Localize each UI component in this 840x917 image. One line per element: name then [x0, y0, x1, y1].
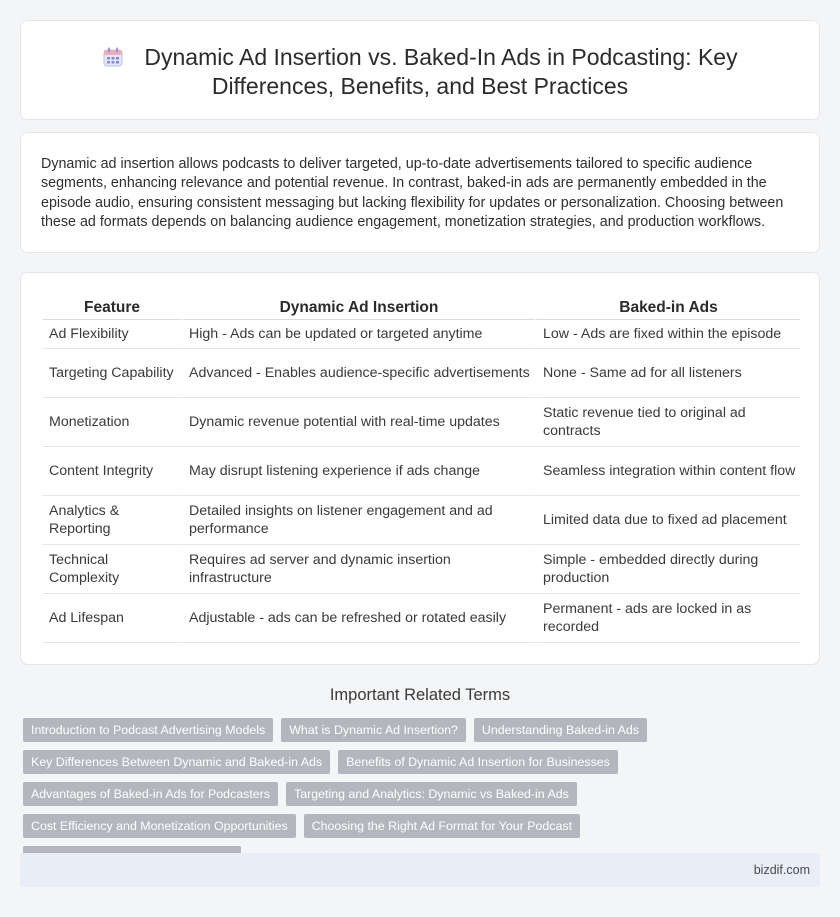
dynamic-cell: Advanced - Enables audience-specific advertisements — [181, 349, 535, 398]
related-terms-heading: Important Related Terms — [329, 686, 511, 704]
title-card — [20, 20, 820, 120]
related-terms-list — [23, 718, 803, 870]
header-dynamic-ad-insertion: Dynamic Ad Insertion — [181, 295, 535, 320]
related-term-chip[interactable]: What is Dynamic Ad Insertion? — [281, 718, 466, 742]
baked-in-cell: Limited data due to fixed ad placement — [535, 496, 800, 545]
intro-paragraph: Dynamic ad insertion allows podcasts to deliver targeted, up-to-date advertisements tailored to specific audience segments, enhancing relevance and potential revenue. In contrast, baked-in ads are permanently embedded in the episode audio, ensuring consistent messaging but lacking flexibility for updates or personalization. Choosing between these ad formats depends on balancing audience engagement, monetization strategies, and production workflows. — [41, 156, 784, 230]
related-term-chip[interactable]: Advantages of Baked-in Ads for Podcasters — [23, 782, 278, 806]
table-row — [43, 594, 800, 643]
related-term-chip[interactable]: Key Differences Between Dynamic and Baked-in Ads — [23, 750, 330, 774]
related-term-chip[interactable]: Understanding Baked-in Ads — [474, 718, 647, 742]
feature-cell: Analytics & Reporting — [43, 496, 181, 545]
footer-bar — [20, 853, 820, 887]
header-baked-in-ads: Baked-in Ads — [535, 295, 800, 320]
related-term-chip[interactable]: Choosing the Right Ad Format for Your Podcast — [304, 814, 580, 838]
comparison-card — [20, 272, 820, 665]
dynamic-cell: Adjustable - ads can be refreshed or rotated easily — [181, 594, 535, 643]
table-row — [43, 320, 800, 349]
feature-cell: Content Integrity — [43, 447, 181, 496]
dynamic-cell: May disrupt listening experience if ads change — [181, 447, 535, 496]
page-title-line-2: Differences, Benefits, and Best Practices — [211, 73, 629, 99]
table-row — [43, 496, 800, 545]
baked-in-cell: Seamless integration within content flow — [535, 447, 800, 496]
baked-in-cell: Permanent - ads are locked in as recorded — [535, 594, 800, 643]
table-row — [43, 398, 800, 447]
page-title-line-1 — [21, 43, 819, 72]
feature-cell: Monetization — [43, 398, 181, 447]
site-link[interactable]: bizdif.com — [753, 863, 810, 877]
table-header-row — [43, 295, 800, 320]
related-term-chip[interactable]: Benefits of Dynamic Ad Insertion for Businesses — [338, 750, 618, 774]
table-row — [43, 545, 800, 594]
related-term-chip[interactable]: Cost Efficiency and Monetization Opportunities — [23, 814, 296, 838]
baked-in-cell: Simple - embedded directly during production — [535, 545, 800, 594]
dynamic-cell: High - Ads can be updated or targeted anytime — [181, 320, 535, 349]
baked-in-cell: Static revenue tied to original ad contracts — [535, 398, 800, 447]
baked-in-cell: Low - Ads are fixed within the episode — [535, 320, 800, 349]
table-row — [43, 349, 800, 398]
dynamic-cell: Requires ad server and dynamic insertion infrastructure — [181, 545, 535, 594]
page-title — [21, 43, 819, 101]
baked-in-cell: None - Same ad for all listeners — [535, 349, 800, 398]
dynamic-cell: Detailed insights on listener engagement and ad performance — [181, 496, 535, 545]
feature-cell: Technical Complexity — [43, 545, 181, 594]
header-feature: Feature — [43, 295, 181, 320]
calendar-icon — [102, 46, 124, 68]
related-term-chip[interactable]: Introduction to Podcast Advertising Models — [23, 718, 273, 742]
intro-card — [20, 132, 820, 253]
feature-cell: Ad Flexibility — [43, 320, 181, 349]
page-title-text-1: Dynamic Ad Insertion vs. Baked-In Ads in Podcasting: Key — [144, 44, 738, 70]
feature-cell: Targeting Capability — [43, 349, 181, 398]
feature-cell: Ad Lifespan — [43, 594, 181, 643]
comparison-table — [43, 295, 800, 643]
related-term-chip[interactable]: Targeting and Analytics: Dynamic vs Baked-in Ads — [286, 782, 577, 806]
table-row — [43, 447, 800, 496]
dynamic-cell: Dynamic revenue potential with real-time updates — [181, 398, 535, 447]
